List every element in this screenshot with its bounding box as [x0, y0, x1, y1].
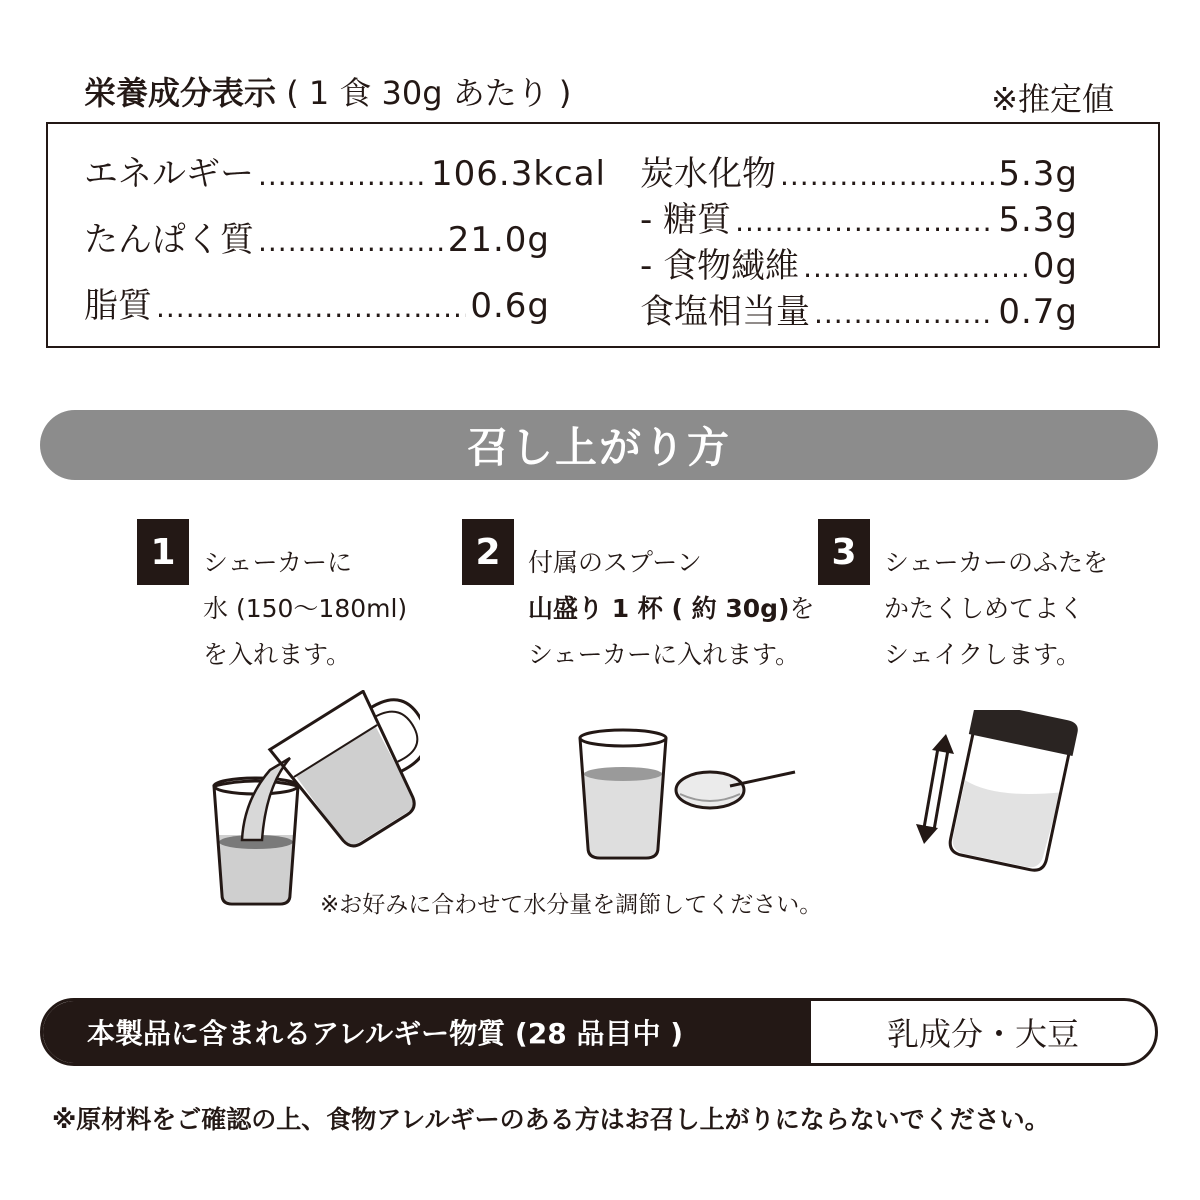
nutrition-label: - 糖質	[640, 200, 732, 240]
leader-dots	[814, 297, 994, 330]
step-3-text	[884, 540, 1108, 678]
spoon-bowl	[676, 772, 744, 808]
step-2-line-2	[528, 586, 814, 632]
nutrition-row-sugar	[640, 192, 1078, 241]
glass-spoon-illustration	[570, 720, 810, 870]
nutrition-value: 21.0g	[447, 220, 550, 260]
leader-dots	[780, 159, 994, 192]
nutrition-row-salt	[640, 284, 1078, 333]
step-1-line-2: 水 (150〜180ml)	[203, 594, 408, 623]
leader-dots	[735, 205, 994, 238]
estimate-note: ※推定値	[991, 80, 1114, 118]
nutrition-serving: ( 1 食 30g あたり )	[276, 74, 572, 112]
leader-dots	[258, 225, 444, 258]
step-number-1: 1	[137, 519, 189, 585]
water-stream	[242, 758, 290, 840]
glass-liquid-surface	[584, 767, 662, 781]
nutrition-label: エネルギー	[84, 154, 254, 194]
step-1-text	[203, 540, 407, 678]
howto-banner: 召し上がり方	[40, 410, 1158, 480]
nutrition-row-fiber	[640, 238, 1078, 287]
step-3-line-1: シェーカーのふたを	[884, 548, 1109, 577]
nutrition-value: 0.6g	[470, 286, 550, 326]
nutrition-value: 0.7g	[998, 292, 1078, 332]
pour-water-illustration	[200, 690, 420, 910]
water-amount-note: ※お好みに合わせて水分量を調節してください。	[320, 892, 823, 918]
nutrition-row-protein	[84, 212, 550, 261]
nutrition-value: 0g	[1032, 246, 1078, 286]
nutrition-value: 5.3g	[998, 200, 1078, 240]
step-2-text	[528, 540, 814, 678]
nutrition-title	[84, 68, 571, 114]
shaker-lid	[969, 710, 1080, 756]
pitcher-water	[296, 726, 420, 852]
nutrition-row-energy	[84, 146, 606, 195]
glass-rim	[580, 730, 666, 746]
allergy-warning: ※原材料をご確認の上、食物アレルギーのある方はお召し上がりにならないでください。	[52, 1105, 1050, 1134]
step-number-3: 3	[818, 519, 870, 585]
nutrition-title-main: 栄養成分表示	[84, 74, 277, 112]
step-3-line-2: かたくしめてよく	[884, 594, 1085, 623]
leader-dots	[258, 159, 427, 192]
leader-dots	[156, 291, 466, 324]
step-1-line-3: を入れます。	[203, 640, 352, 669]
nutrition-row-carbohydrate	[640, 146, 1078, 195]
pitcher	[270, 690, 420, 858]
leader-dots	[803, 251, 1029, 284]
nutrition-label: 炭水化物	[640, 154, 776, 194]
step-2-amount: 山盛り 1 杯 ( 約 30g)	[528, 594, 790, 623]
step-2-line-1: 付属のスプーン	[528, 548, 702, 577]
spoon-handle	[730, 772, 795, 786]
nutrition-label: 食塩相当量	[640, 292, 810, 332]
nutrition-label: 脂質	[84, 286, 152, 326]
allergen-label: 本製品に含まれるアレルギー物質 (28 品目中 )	[43, 1001, 811, 1063]
nutrition-label: たんぱく質	[84, 220, 254, 260]
nutrition-value: 5.3g	[998, 154, 1078, 194]
glass-liquid	[584, 772, 662, 856]
nutrition-table	[46, 122, 1160, 348]
step-2-line-3: シェーカーに入れます。	[528, 640, 801, 669]
step-3-line-3: シェイクします。	[884, 640, 1082, 669]
shake-arrowhead-top	[932, 734, 954, 754]
step-number-2: 2	[462, 519, 514, 585]
step-1-line-1: シェーカーに	[203, 548, 353, 577]
shaker-illustration	[910, 710, 1080, 880]
step-2-particle: を	[789, 594, 815, 623]
nutrition-row-fat	[84, 278, 550, 327]
allergen-value: 乳成分・大豆	[886, 1015, 1079, 1053]
allergen-bar	[40, 998, 1158, 1066]
nutrition-label: - 食物繊維	[640, 246, 800, 286]
nutrition-value: 106.3kcal	[431, 154, 606, 194]
